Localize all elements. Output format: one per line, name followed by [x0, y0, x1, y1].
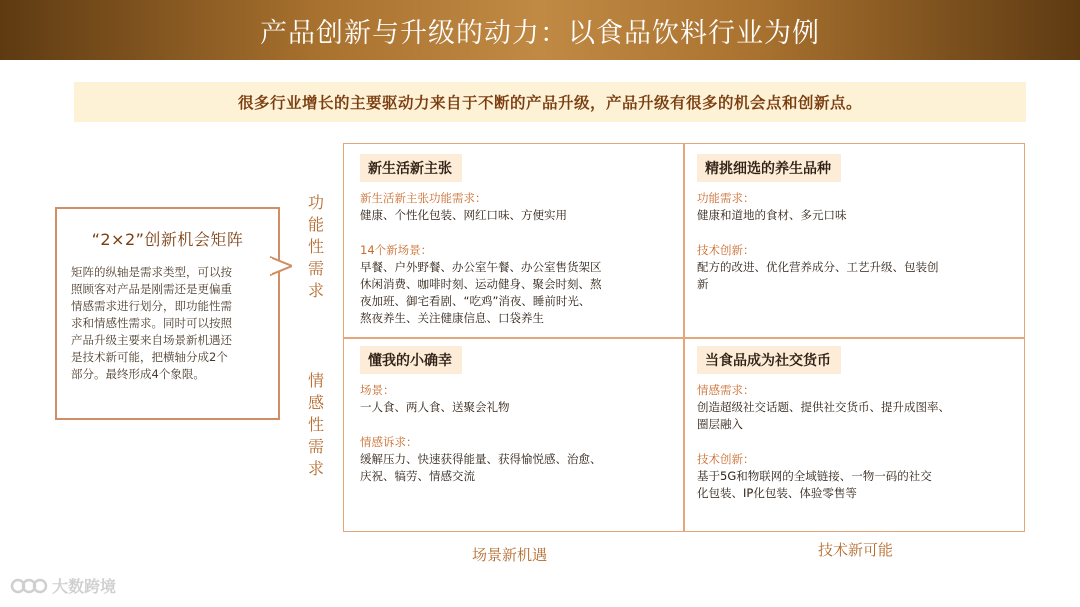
callout-line: 情感需求进行划分，即功能性需 — [71, 299, 232, 313]
text-line: 圈层融入 — [697, 417, 743, 431]
quadrant-top-left — [360, 154, 675, 327]
quadrant-top-right — [697, 154, 1015, 293]
callout-text — [71, 264, 266, 383]
banner-text: 很多行业增长的主要驱动力来自于不断的产品升级，产品升级有很多的机会点和创新点。 — [237, 94, 862, 112]
text-line: 健康、个性化包装、网红口味、方便实用 — [360, 208, 567, 222]
quadrant-label: 功能需求： — [697, 191, 755, 205]
y-axis-top-char: 功 — [307, 193, 324, 212]
quadrant-text — [360, 451, 675, 485]
quadrant-label: 情感需求： — [697, 383, 755, 397]
y-axis-top-label — [306, 192, 326, 302]
callout-line: 照顾客对产品是刚需还是更偏重 — [71, 282, 232, 296]
y-axis-top-char: 求 — [307, 281, 324, 300]
y-axis-bottom-char: 性 — [307, 415, 324, 434]
quadrant-text — [697, 468, 1015, 502]
matrix-horizontal-divider — [343, 337, 1025, 339]
quadrant-bottom-right — [697, 346, 1015, 502]
quadrant-label: 新生活新主张功能需求： — [360, 191, 487, 205]
text-line: 早餐、户外野餐、办公室午餐、办公室售货架区 — [360, 260, 602, 274]
quadrant-bottom-left — [360, 346, 675, 485]
y-axis-top-char: 需 — [307, 259, 324, 278]
quadrant-text — [697, 259, 1015, 293]
callout-line: 是技术新可能，把横轴分成2个 — [71, 350, 228, 364]
quadrant-label: 14个新场景： — [360, 243, 433, 257]
quadrant-title: 新生活新主张 — [360, 154, 462, 182]
watermark-logo — [10, 574, 116, 597]
text-line: 配方的改进、优化营养成分、工艺升级、包装创 — [697, 260, 939, 274]
callout-title: “2×2”创新机会矩阵 — [91, 230, 244, 249]
quadrant-label: 情感诉求： — [360, 435, 418, 449]
text-line: 创造超级社交话题、提供社交货币、提升成图率、 — [697, 400, 950, 414]
quadrant-text — [360, 207, 675, 224]
callout-line: 求和情感性需求。同时可以按照 — [71, 316, 232, 330]
quadrant-label: 场景： — [360, 383, 395, 397]
callout-line: 部分。最终形成4个象限。 — [71, 367, 205, 381]
text-line: 缓解压力、快速获得能量、获得愉悦感、治愈、 — [360, 452, 602, 466]
brand-name: 大数跨境 — [52, 577, 117, 596]
text-line: 熬夜养生、关注健康信息、口袋养生 — [360, 311, 544, 325]
quadrant-label: 技术创新： — [697, 243, 755, 257]
text-line: 化包装、IP化包装、体验零售等 — [697, 486, 857, 500]
quadrant-text — [697, 207, 1015, 224]
summary-banner — [74, 82, 1026, 122]
y-axis-bottom-char: 感 — [307, 393, 324, 412]
page-title: 产品创新与升级的动力：以食品饮料行业为例 — [260, 17, 820, 49]
header-bar — [0, 0, 1080, 60]
x-axis-left-label: 场景新机遇 — [472, 546, 548, 564]
y-axis-top-char: 性 — [307, 237, 324, 256]
callout-line: 矩阵的纵轴是需求类型，可以按 — [71, 265, 232, 279]
callout-pointer — [270, 255, 292, 277]
quadrant-title: 精挑细选的养生品种 — [697, 154, 841, 182]
text-line: 基于5G和物联网的全域链接、一物一码的社交 — [697, 469, 932, 483]
x-axis-right-label: 技术新可能 — [818, 541, 894, 559]
text-line: 夜加班、御宅看剧、“吃鸡”消夜、睡前时光、 — [360, 294, 591, 308]
brand-logo-icon — [10, 575, 48, 597]
y-axis-bottom-char: 需 — [307, 437, 324, 456]
quadrant-text — [360, 399, 675, 416]
callout-line: 产品升级主要来自场景新机遇还 — [71, 333, 232, 347]
matrix-callout — [55, 207, 280, 420]
quadrant-title: 当食品成为社交货币 — [697, 346, 841, 374]
quadrant-text — [697, 399, 1015, 433]
quadrant-text — [360, 259, 675, 327]
text-line: 新 — [697, 277, 709, 291]
text-line: 健康和道地的食材、多元口味 — [697, 208, 847, 222]
quadrant-label: 技术创新： — [697, 452, 755, 466]
text-line: 休闲消费、咖啡时刻、运动健身、聚会时刻、熬 — [360, 277, 602, 291]
quadrant-title: 懂我的小确幸 — [360, 346, 462, 374]
text-line: 一人食、两人食、送聚会礼物 — [360, 400, 510, 414]
y-axis-bottom-char: 求 — [307, 459, 324, 478]
y-axis-top-char: 能 — [307, 215, 324, 234]
text-line: 庆祝、犒劳、情感交流 — [360, 469, 475, 483]
y-axis-bottom-char: 情 — [307, 371, 324, 390]
y-axis-bottom-label — [306, 370, 326, 480]
